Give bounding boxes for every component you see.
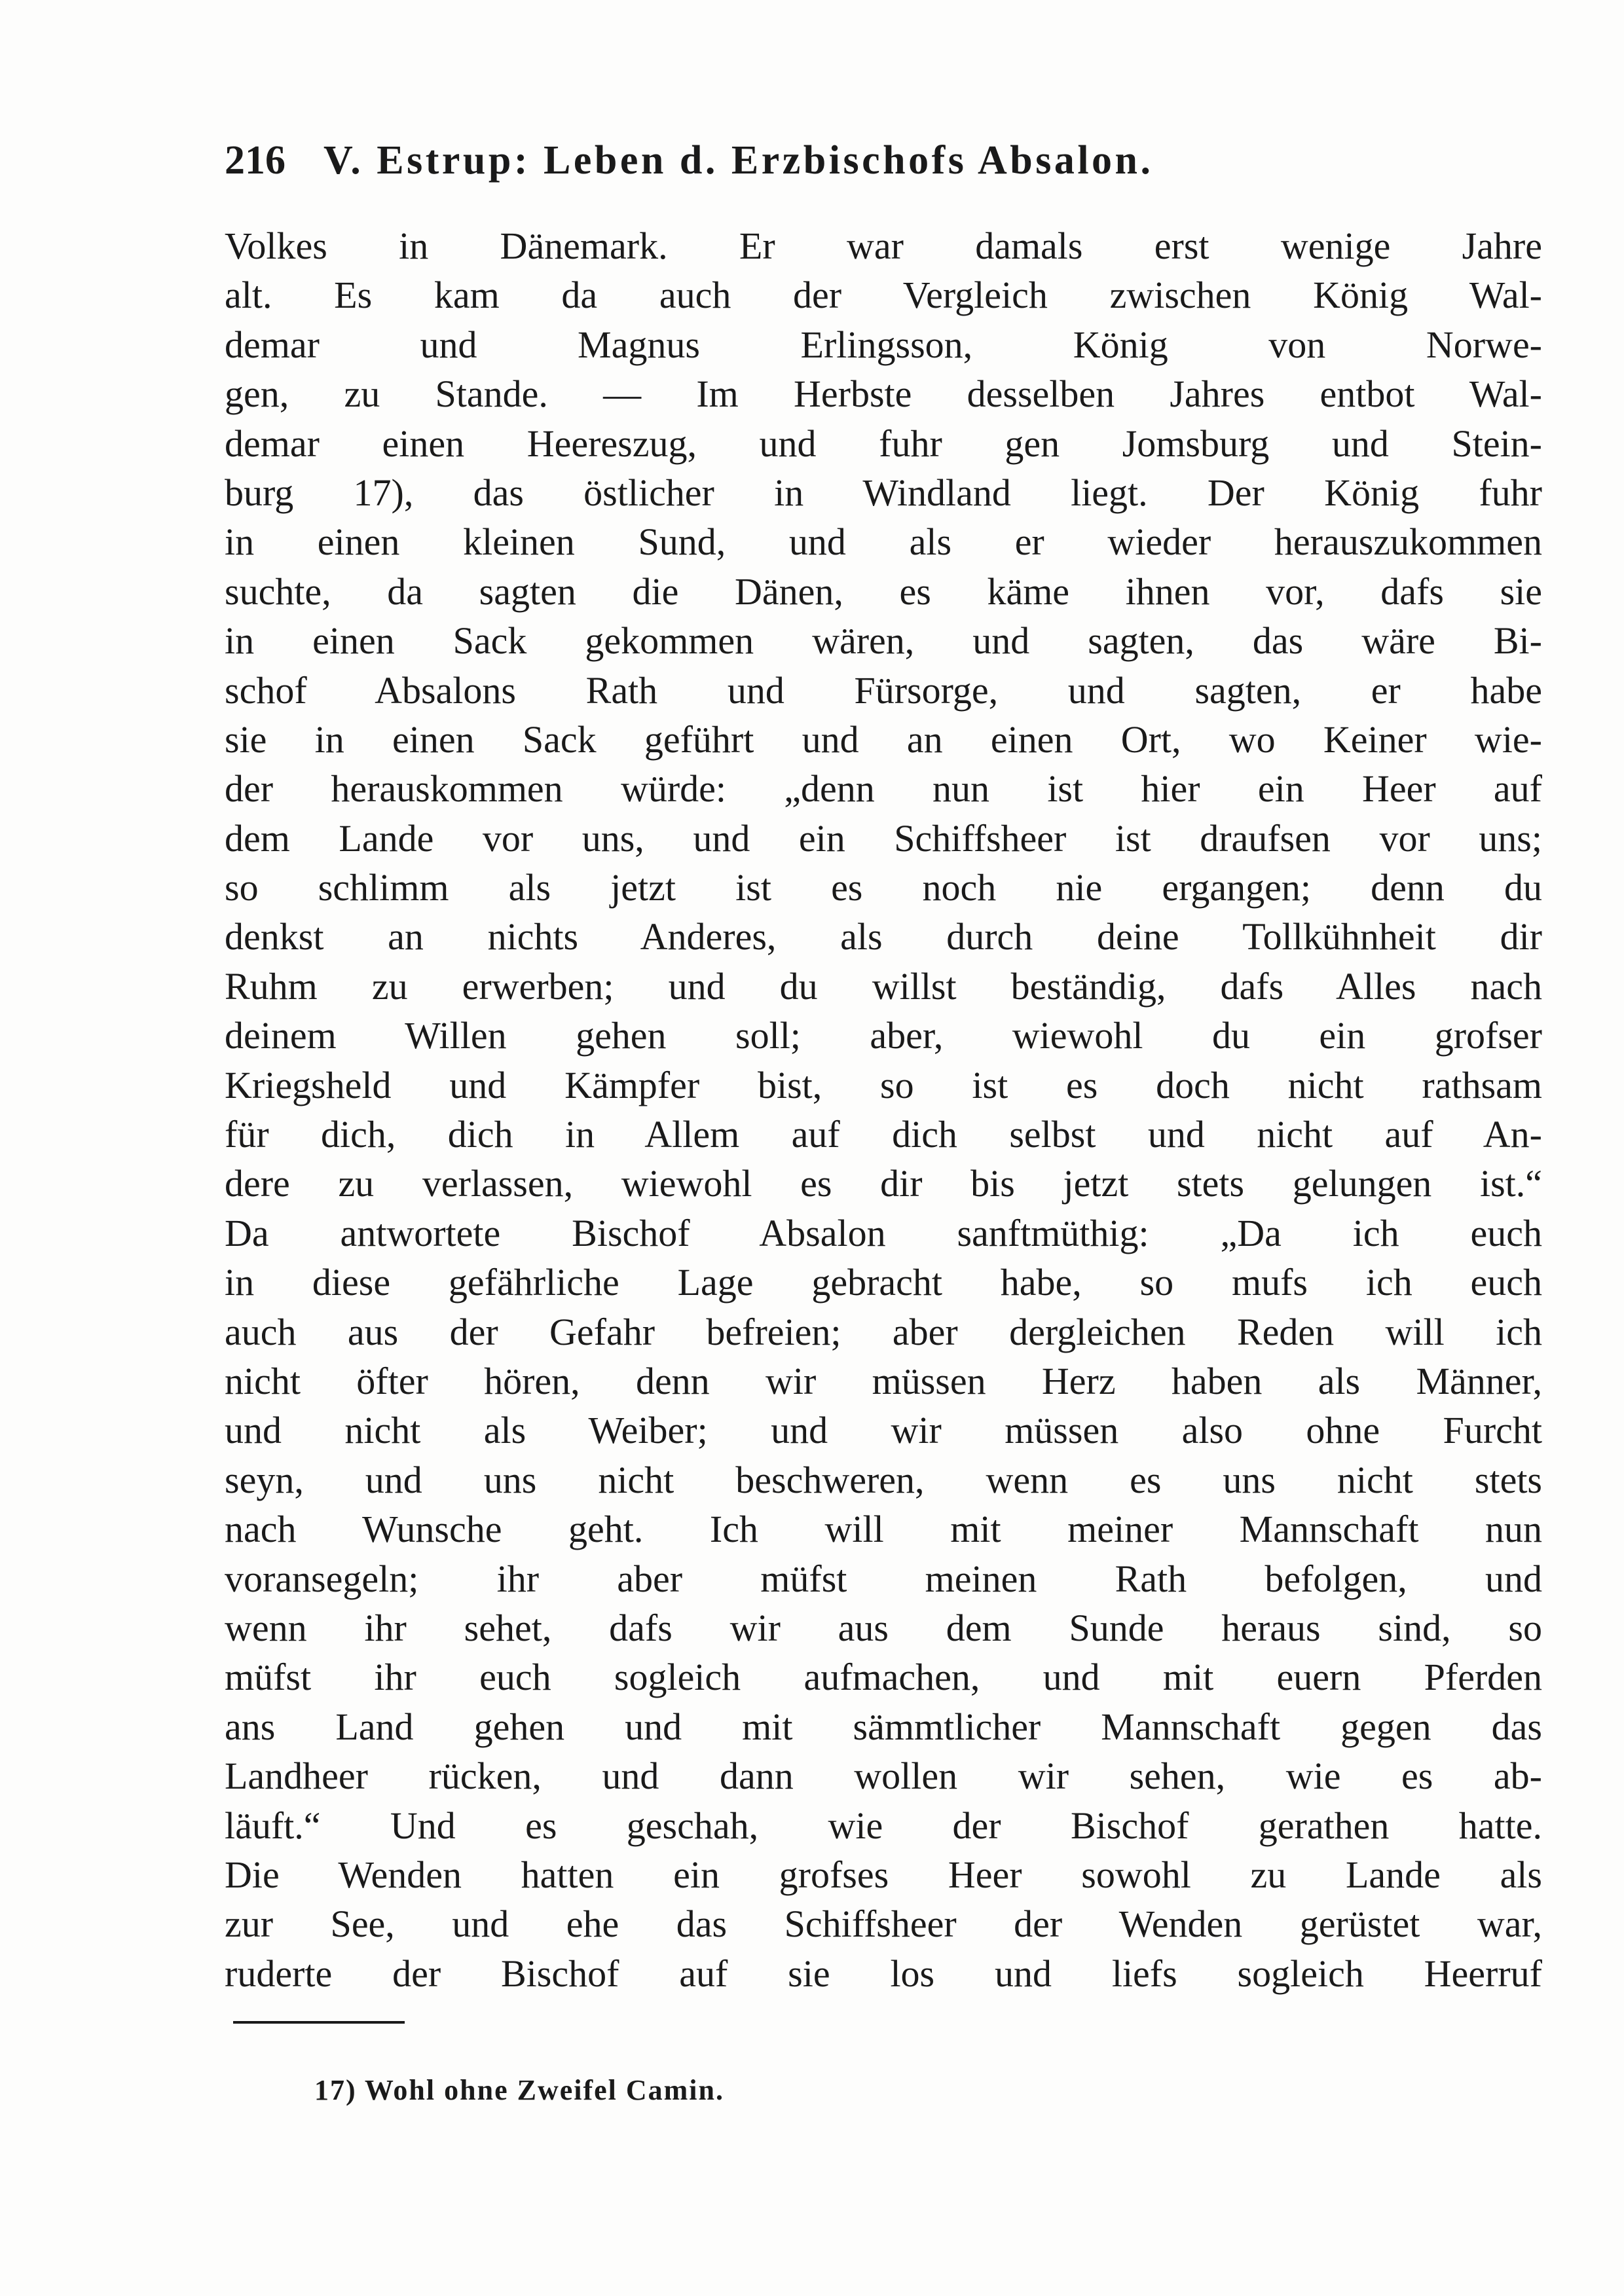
text-line: denkst an nichts Anderes, als durch deine Tollkühnheit dir [225,915,1542,958]
footnote-rule [233,2021,405,2024]
footnote: 17) Wohl ohne Zweifel Camin. [314,2074,725,2106]
text-line: gen, zu Stande. — Im Herbste desselben Jahres entbot Wal- [225,373,1542,416]
page-number: 216 [225,138,286,183]
text-line: Volkes in Dänemark. Er war damals erst wenige Jahre [225,225,1542,267]
text-line: seyn, und uns nicht beschweren, wenn es uns nicht stets [225,1458,1542,1501]
text-line: nach Wunsche geht. Ich will mit meiner Mannschaft nun [225,1508,1542,1551]
text-line: Landheer rücken, und dann wollen wir sehen, wie es ab- [225,1755,1542,1798]
text-line: ans Land gehen und mit sämmtlicher Mannschaft gegen das [225,1705,1542,1748]
text-line: Ruhm zu erwerben; und du willst beständig, dafs Alles nach [225,964,1542,1008]
text-line: nicht öfter hören, denn wir müssen Herz haben als Männer, [225,1359,1542,1402]
text-line: läuft.“ Und es geschah, wie der Bischof gerathen hatte. [225,1804,1542,1847]
text-line: Da antwortete Bischof Absalon sanftmüthig: „Da ich euch [225,1211,1542,1254]
text-line: wenn ihr sehet, dafs wir aus dem Sunde heraus sind, so [225,1606,1542,1649]
text-line: der herauskommen würde: „denn nun ist hier ein Heer auf [225,767,1542,811]
text-line: ruderte der Bischof auf sie los und liefs sogleich Heerruf [225,1952,1542,1995]
body-text [225,221,1542,1998]
text-line: müfst ihr euch sogleich aufmachen, und mit euern Pferden [225,1656,1542,1699]
text-line: in einen kleinen Sund, und als er wieder herauszukommen [225,520,1542,564]
text-line: deinem Willen gehen soll; aber, wiewohl du ein grofser [225,1014,1542,1057]
text-line: demar einen Heereszug, und fuhr gen Jomsburg und Stein- [225,422,1542,465]
text-line: für dich, dich in Allem auf dich selbst und nicht auf An- [225,1113,1542,1156]
text-line: demar und Magnus Erlingsson, König von Norwe- [225,323,1542,366]
text-line: alt. Es kam da auch der Vergleich zwischen König Wal- [225,274,1542,317]
text-line: und nicht als Weiber; und wir müssen also ohne Furcht [225,1409,1542,1452]
text-line: burg 17), das östlicher in Windland liegt. Der König fuhr [225,471,1542,514]
text-line: in diese gefährliche Lage gebracht habe, so mufs ich euch [225,1261,1542,1304]
text-line: sie in einen Sack geführt und an einen Ort, wo Keiner wie- [225,718,1542,761]
text-line: so schlimm als jetzt ist es noch nie ergangen; denn du [225,866,1542,909]
text-line: zur See, und ehe das Schiffsheer der Wenden gerüstet war, [225,1903,1542,1946]
running-title: V. Estrup: Leben d. Erzbischofs Absalon. [323,138,1154,183]
text-line: suchte, da sagten die Dänen, es käme ihnen vor, dafs sie [225,570,1542,613]
text-line: auch aus der Gefahr befreien; aber dergleichen Reden will ich [225,1310,1542,1353]
text-line: Kriegsheld und Kämpfer bist, so ist es doch nicht rathsam [225,1063,1542,1106]
text-line: dem Lande vor uns, und ein Schiffsheer ist draufsen vor uns; [225,816,1542,860]
running-head [225,137,1482,196]
text-line: in einen Sack gekommen wären, und sagten, das wäre Bi- [225,619,1542,663]
text-line: schof Absalons Rath und Fürsorge, und sagten, er habe [225,668,1542,712]
text-line: voransegeln; ihr aber müfst meinen Rath befolgen, und [225,1557,1542,1600]
text-line: Die Wenden hatten ein grofses Heer sowohl zu Lande als [225,1853,1542,1896]
text-line: dere zu verlassen, wiewohl es dir bis jetzt stets gelungen ist.“ [225,1162,1542,1205]
